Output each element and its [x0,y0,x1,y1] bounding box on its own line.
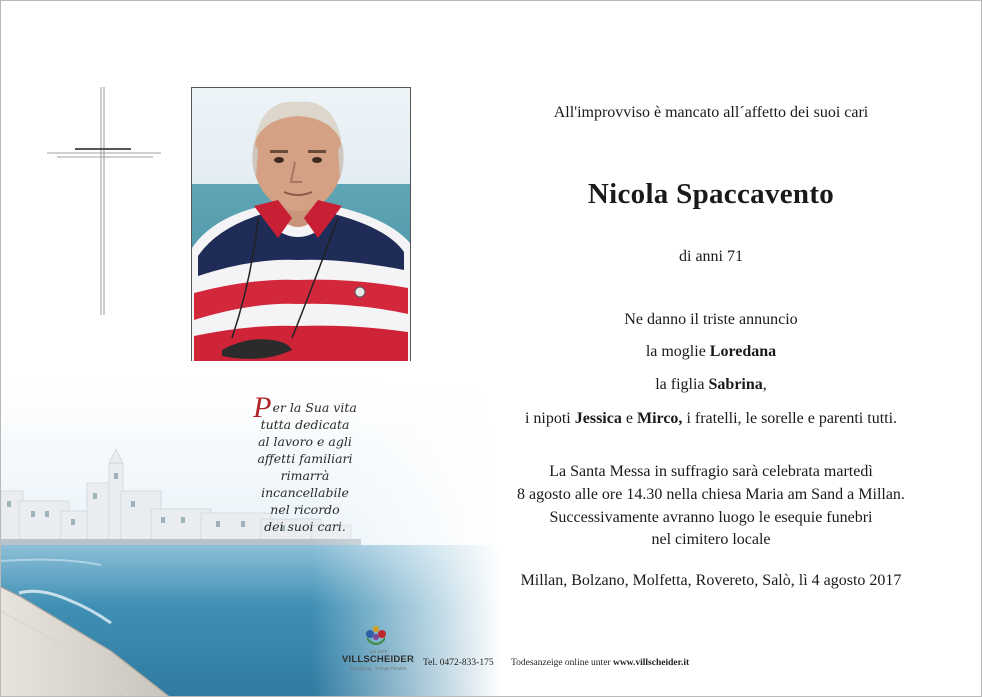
relatives-line: i nipoti Jessica e Mirco, i fratelli, le sorelle e parenti tutti. [524,410,898,427]
logo-subtitle: Bestattung · Pompe Funebri [349,666,407,671]
poem-line-3: al lavoro e agli [258,434,352,449]
poem-line-4: affetti familiari [257,451,353,466]
wife-line: la moglie Loredana [645,343,777,360]
poem-line-8: dei suoi cari. [264,519,346,534]
mass-line-4: nel cimitero locale [651,531,771,548]
logo-name: VILLSCHEIDER [341,654,415,665]
portrait-photo [191,87,411,362]
phone-number: Tel. 0472-833-175 [423,658,494,668]
poem-line-2: tutta dedicata [260,417,350,432]
daughter-name: Sabrina [708,376,763,393]
mass-line-1: La Santa Messa in suffragio sarà celebrata martedì [549,463,873,480]
logo-since: seit 1929 [368,649,388,654]
deceased-name: Nicola Spaccavento [587,178,835,210]
intro-text: All'improvviso è mancato all´affetto dei suoi cari [553,104,869,121]
website-link[interactable]: www.villscheider.it [612,658,690,668]
mass-line-3: Successivamente avranno luogo le esequie funebri [549,509,873,526]
grandchild-2: Mirco, [636,410,683,427]
poem-dropcap: P [253,391,272,424]
grandchild-1: Jessica [574,410,622,427]
villscheider-crest-icon [361,623,391,649]
wife-name: Loredana [709,343,777,360]
mass-line-2: 8 agosto alle ore 14.30 nella chiesa Maria am Sand a Millan. [517,486,905,503]
cross-icon [45,87,161,315]
place-date: Millan, Bolzano, Molfetta, Rovereto, Salò, lì 4 agosto 2017 [520,572,902,589]
deceased-age: di anni 71 [679,248,743,265]
online-notice: Todesanzeige online unter www.villscheider.it [511,658,690,668]
daughter-line: la figlia Sabrina, [655,376,767,393]
poem-line-1: Per la Sua vita [253,391,357,424]
poem-line-7: nel ricordo [270,502,340,517]
footer [341,621,721,681]
poem-line-5: rimarrà [280,468,330,483]
announcement-line: Ne danno il triste annuncio [624,311,798,328]
poem-line-6: incancellabile [261,485,349,500]
memorial-poem [231,391,379,535]
